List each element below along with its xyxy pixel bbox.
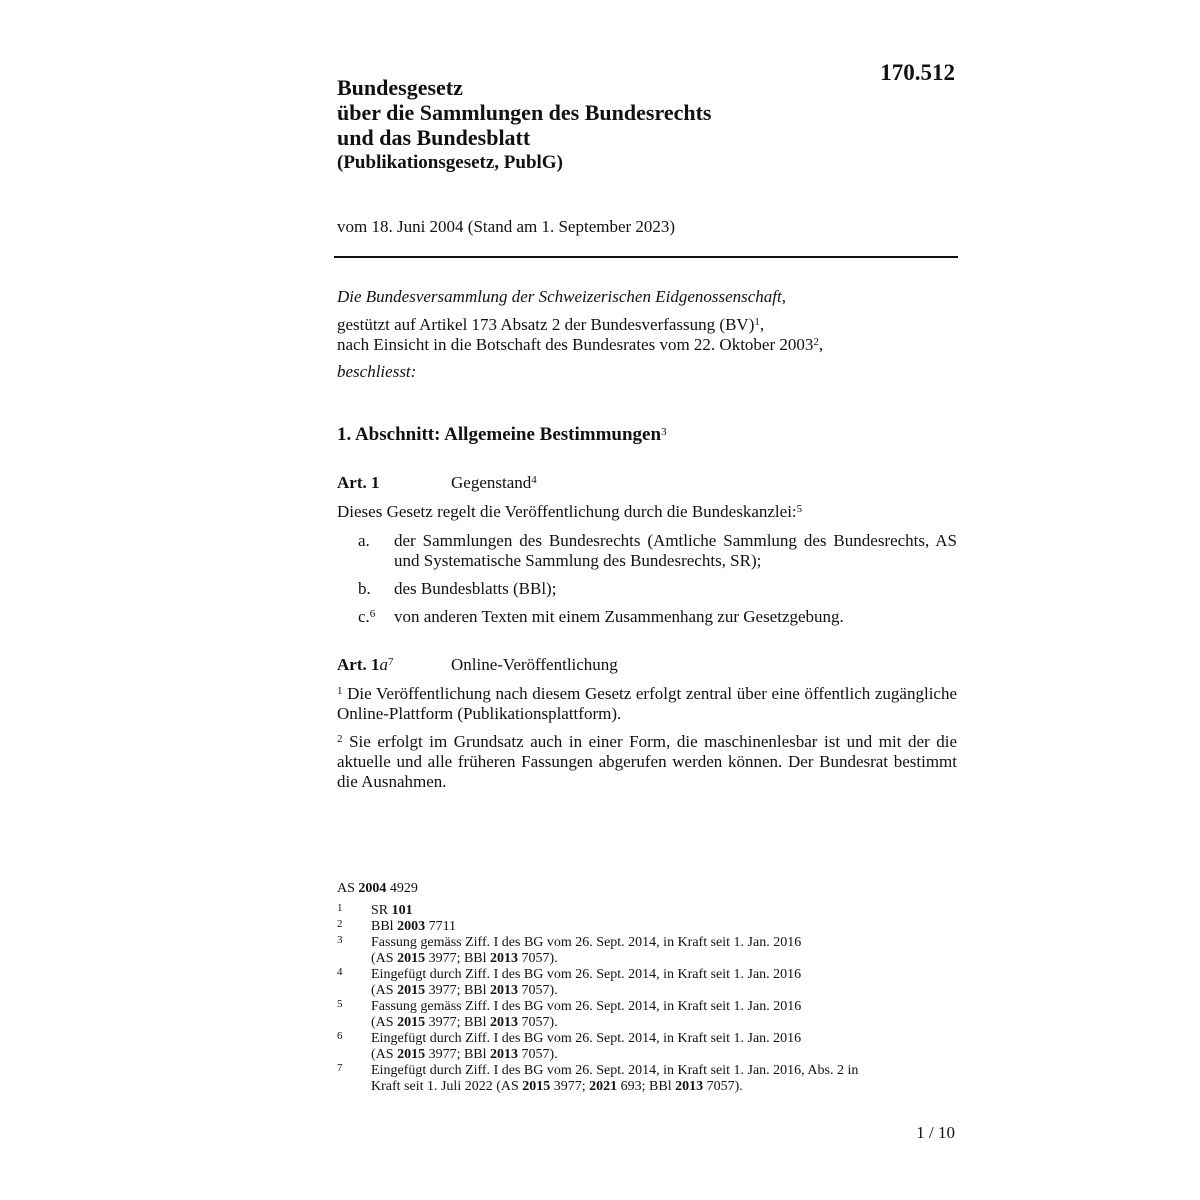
footnote-segment: Fassung gemäss Ziff. I des BG vom 26. Sept. 2014, in Kraft seit 1. Jan. 2016 bbox=[371, 999, 802, 1014]
article-number bbox=[337, 655, 393, 675]
list-item-label bbox=[358, 607, 375, 627]
paragraph-text: Die Veröffentlichung nach diesem Gesetz erfolgt zentral über eine öffentlich zugängliche Online-Plattform (Publikationsplattform). bbox=[337, 684, 958, 723]
page-indicator: 1 / 10 bbox=[916, 1123, 955, 1142]
as-year: 2004 bbox=[358, 881, 387, 896]
footnote-text bbox=[371, 967, 957, 999]
footnote-segment: BBl bbox=[371, 919, 398, 934]
law-title bbox=[337, 75, 711, 150]
footnote-ref[interactable]: 4 bbox=[531, 474, 537, 486]
preamble-message-end: , bbox=[818, 335, 824, 354]
footnote-bold-ref: 2015 bbox=[522, 1079, 551, 1094]
footnote-text bbox=[371, 919, 957, 935]
article-paragraph bbox=[337, 684, 957, 724]
footnote-segment: 693; BBl bbox=[617, 1079, 676, 1094]
footnote-segment: Eingefügt durch Ziff. I des BG vom 26. Sept. 2014, in Kraft seit 1. Jan. 2016 bbox=[371, 967, 802, 982]
footnote-text bbox=[371, 1063, 957, 1095]
footnote-number: 2 bbox=[337, 918, 343, 930]
footnote-segment: 3977; BBl bbox=[425, 983, 491, 998]
as-page: 4929 bbox=[386, 881, 418, 896]
footnote-ref[interactable]: 2 bbox=[813, 336, 819, 348]
footnote-segment: 3977; BBl bbox=[425, 1015, 491, 1030]
footnote-bold-ref: 2013 bbox=[490, 1015, 519, 1030]
preamble-message bbox=[337, 335, 957, 355]
footnote-segment: 7057). bbox=[518, 1047, 558, 1062]
footnote-bold-ref: 2015 bbox=[397, 1047, 426, 1062]
footnote-segment: Fassung gemäss Ziff. I des BG vom 26. Sept. 2014, in Kraft seit 1. Jan. 2016 bbox=[371, 935, 802, 950]
as-prefix: AS bbox=[337, 881, 359, 896]
footnote-bold-ref: 2015 bbox=[397, 1015, 426, 1030]
footnote-bold-ref: 2015 bbox=[397, 951, 426, 966]
footnote-bold-ref: 2003 bbox=[397, 919, 426, 934]
footnote-number: 6 bbox=[337, 1030, 343, 1042]
paragraph-number: 1 bbox=[337, 685, 343, 697]
footnote-ref[interactable]: 5 bbox=[796, 503, 803, 515]
footnote-ref[interactable]: 7 bbox=[387, 656, 394, 668]
short-title: (Publikationsgesetz, PublG) bbox=[337, 152, 563, 173]
footnote-number: 3 bbox=[337, 934, 343, 946]
article-intro-text: Dieses Gesetz regelt die Veröffentlichung durch die Bundeskanzlei: bbox=[337, 502, 797, 521]
law-title-line: über die Sammlungen des Bundesrechts bbox=[337, 100, 712, 125]
article-intro bbox=[337, 502, 957, 522]
article-title-text: Gegenstand bbox=[451, 473, 532, 492]
article-number-suffix: a bbox=[379, 655, 388, 674]
footnote-bold-ref: 2013 bbox=[490, 951, 519, 966]
list-item-label-text: c. bbox=[358, 607, 370, 626]
paragraph-text: Sie erfolgt im Grundsatz auch in einer Form, die maschinenlesbar ist und mit der die aktuelle und alle früheren Fassungen abgerufen werden können. Der Bundesrat bestimmt die Ausnahmen. bbox=[337, 732, 958, 791]
as-reference bbox=[337, 881, 418, 897]
footnote-segment: Eingefügt durch Ziff. I des BG vom 26. Sept. 2014, in Kraft seit 1. Jan. 2016, Abs. 2 in bbox=[371, 1063, 859, 1078]
list-item-text: der Sammlungen des Bundesrechts (Amtliche Sammlung des Bundesrechts, AS und Systematische Sammlung des Bundesrechts, SR); bbox=[394, 531, 957, 570]
footnote-segment: 7711 bbox=[425, 919, 457, 934]
footnote-segment: (AS bbox=[371, 951, 398, 966]
footnote-segment: Eingefügt durch Ziff. I des BG vom 26. Sept. 2014, in Kraft seit 1. Jan. 2016 bbox=[371, 1031, 802, 1046]
footnote-segment: 3977; BBl bbox=[425, 1047, 491, 1062]
footnote-ref[interactable]: 1 bbox=[754, 316, 760, 328]
footnote-segment: 7057). bbox=[518, 983, 558, 998]
footnote-text bbox=[371, 999, 957, 1031]
preamble-basis bbox=[337, 315, 957, 335]
footnote-segment: 7057). bbox=[518, 951, 558, 966]
law-title-line: und das Bundesblatt bbox=[337, 125, 531, 150]
footnote-bold-ref: 101 bbox=[391, 903, 413, 918]
preamble-basis-end: , bbox=[759, 315, 765, 334]
footnote-text bbox=[371, 935, 957, 967]
footnote-bold-ref: 2013 bbox=[675, 1079, 704, 1094]
list-item-text: des Bundesblatts (BBl); bbox=[394, 579, 557, 598]
footnote-number: 5 bbox=[337, 998, 343, 1010]
footnote-segment: SR bbox=[371, 903, 392, 918]
article-number: Art. 1 bbox=[337, 473, 380, 492]
header-divider bbox=[334, 256, 958, 258]
article-title bbox=[451, 473, 537, 493]
footnote-segment: 7057). bbox=[518, 1015, 558, 1030]
footnote-bold-ref: 2013 bbox=[490, 983, 519, 998]
footnote-bold-ref: 2015 bbox=[397, 983, 426, 998]
footnote-bold-ref: 2013 bbox=[490, 1047, 519, 1062]
article-title: Online-Veröffentlichung bbox=[451, 655, 618, 674]
preamble-enacting-body: Die Bundesversammlung der Schweizerischen Eidgenossenschaft, bbox=[337, 287, 786, 306]
preamble-basis-text: gestützt auf Artikel 173 Absatz 2 der Bundesverfassung (BV) bbox=[337, 315, 755, 334]
law-title-line: Bundesgesetz bbox=[337, 75, 463, 100]
footnote-number: 4 bbox=[337, 966, 343, 978]
preamble-decision: beschliesst: bbox=[337, 362, 417, 381]
list-item-label: b. bbox=[358, 579, 371, 598]
list-item-text: von anderen Texten mit einem Zusammenhang zur Gesetzgebung. bbox=[394, 607, 844, 626]
footnote-number: 1 bbox=[337, 902, 343, 914]
footnote-ref[interactable]: 3 bbox=[661, 426, 667, 438]
article-number-text: Art. 1 bbox=[337, 655, 380, 674]
footnote-number: 7 bbox=[337, 1062, 343, 1074]
footnote-bold-ref: 2021 bbox=[589, 1079, 618, 1094]
preamble-message-text: nach Einsicht in die Botschaft des Bundesrates vom 22. Oktober 2003 bbox=[337, 335, 814, 354]
section-heading-text: 1. Abschnitt: Allgemeine Bestimmungen bbox=[337, 424, 662, 445]
list-item-label: a. bbox=[358, 531, 370, 550]
footnote-segment: 3977; BBl bbox=[425, 951, 491, 966]
footnote-segment: (AS bbox=[371, 983, 398, 998]
section-heading bbox=[337, 424, 667, 446]
footnote-segment: (AS bbox=[371, 1015, 398, 1030]
footnote-segment: 7057). bbox=[703, 1079, 743, 1094]
footnote-ref[interactable]: 6 bbox=[369, 608, 376, 620]
footnote-text bbox=[371, 1031, 957, 1063]
article-paragraph bbox=[337, 732, 957, 792]
enactment-date: vom 18. Juni 2004 (Stand am 1. September 2023) bbox=[337, 217, 676, 236]
sr-number: 170.512 bbox=[880, 60, 955, 85]
footnote-segment: 3977; bbox=[550, 1079, 590, 1094]
footnote-segment: Kraft seit 1. Juli 2022 (AS bbox=[371, 1079, 523, 1094]
paragraph-number: 2 bbox=[337, 733, 343, 745]
footnote-segment: (AS bbox=[371, 1047, 398, 1062]
footnote-text bbox=[371, 903, 957, 919]
